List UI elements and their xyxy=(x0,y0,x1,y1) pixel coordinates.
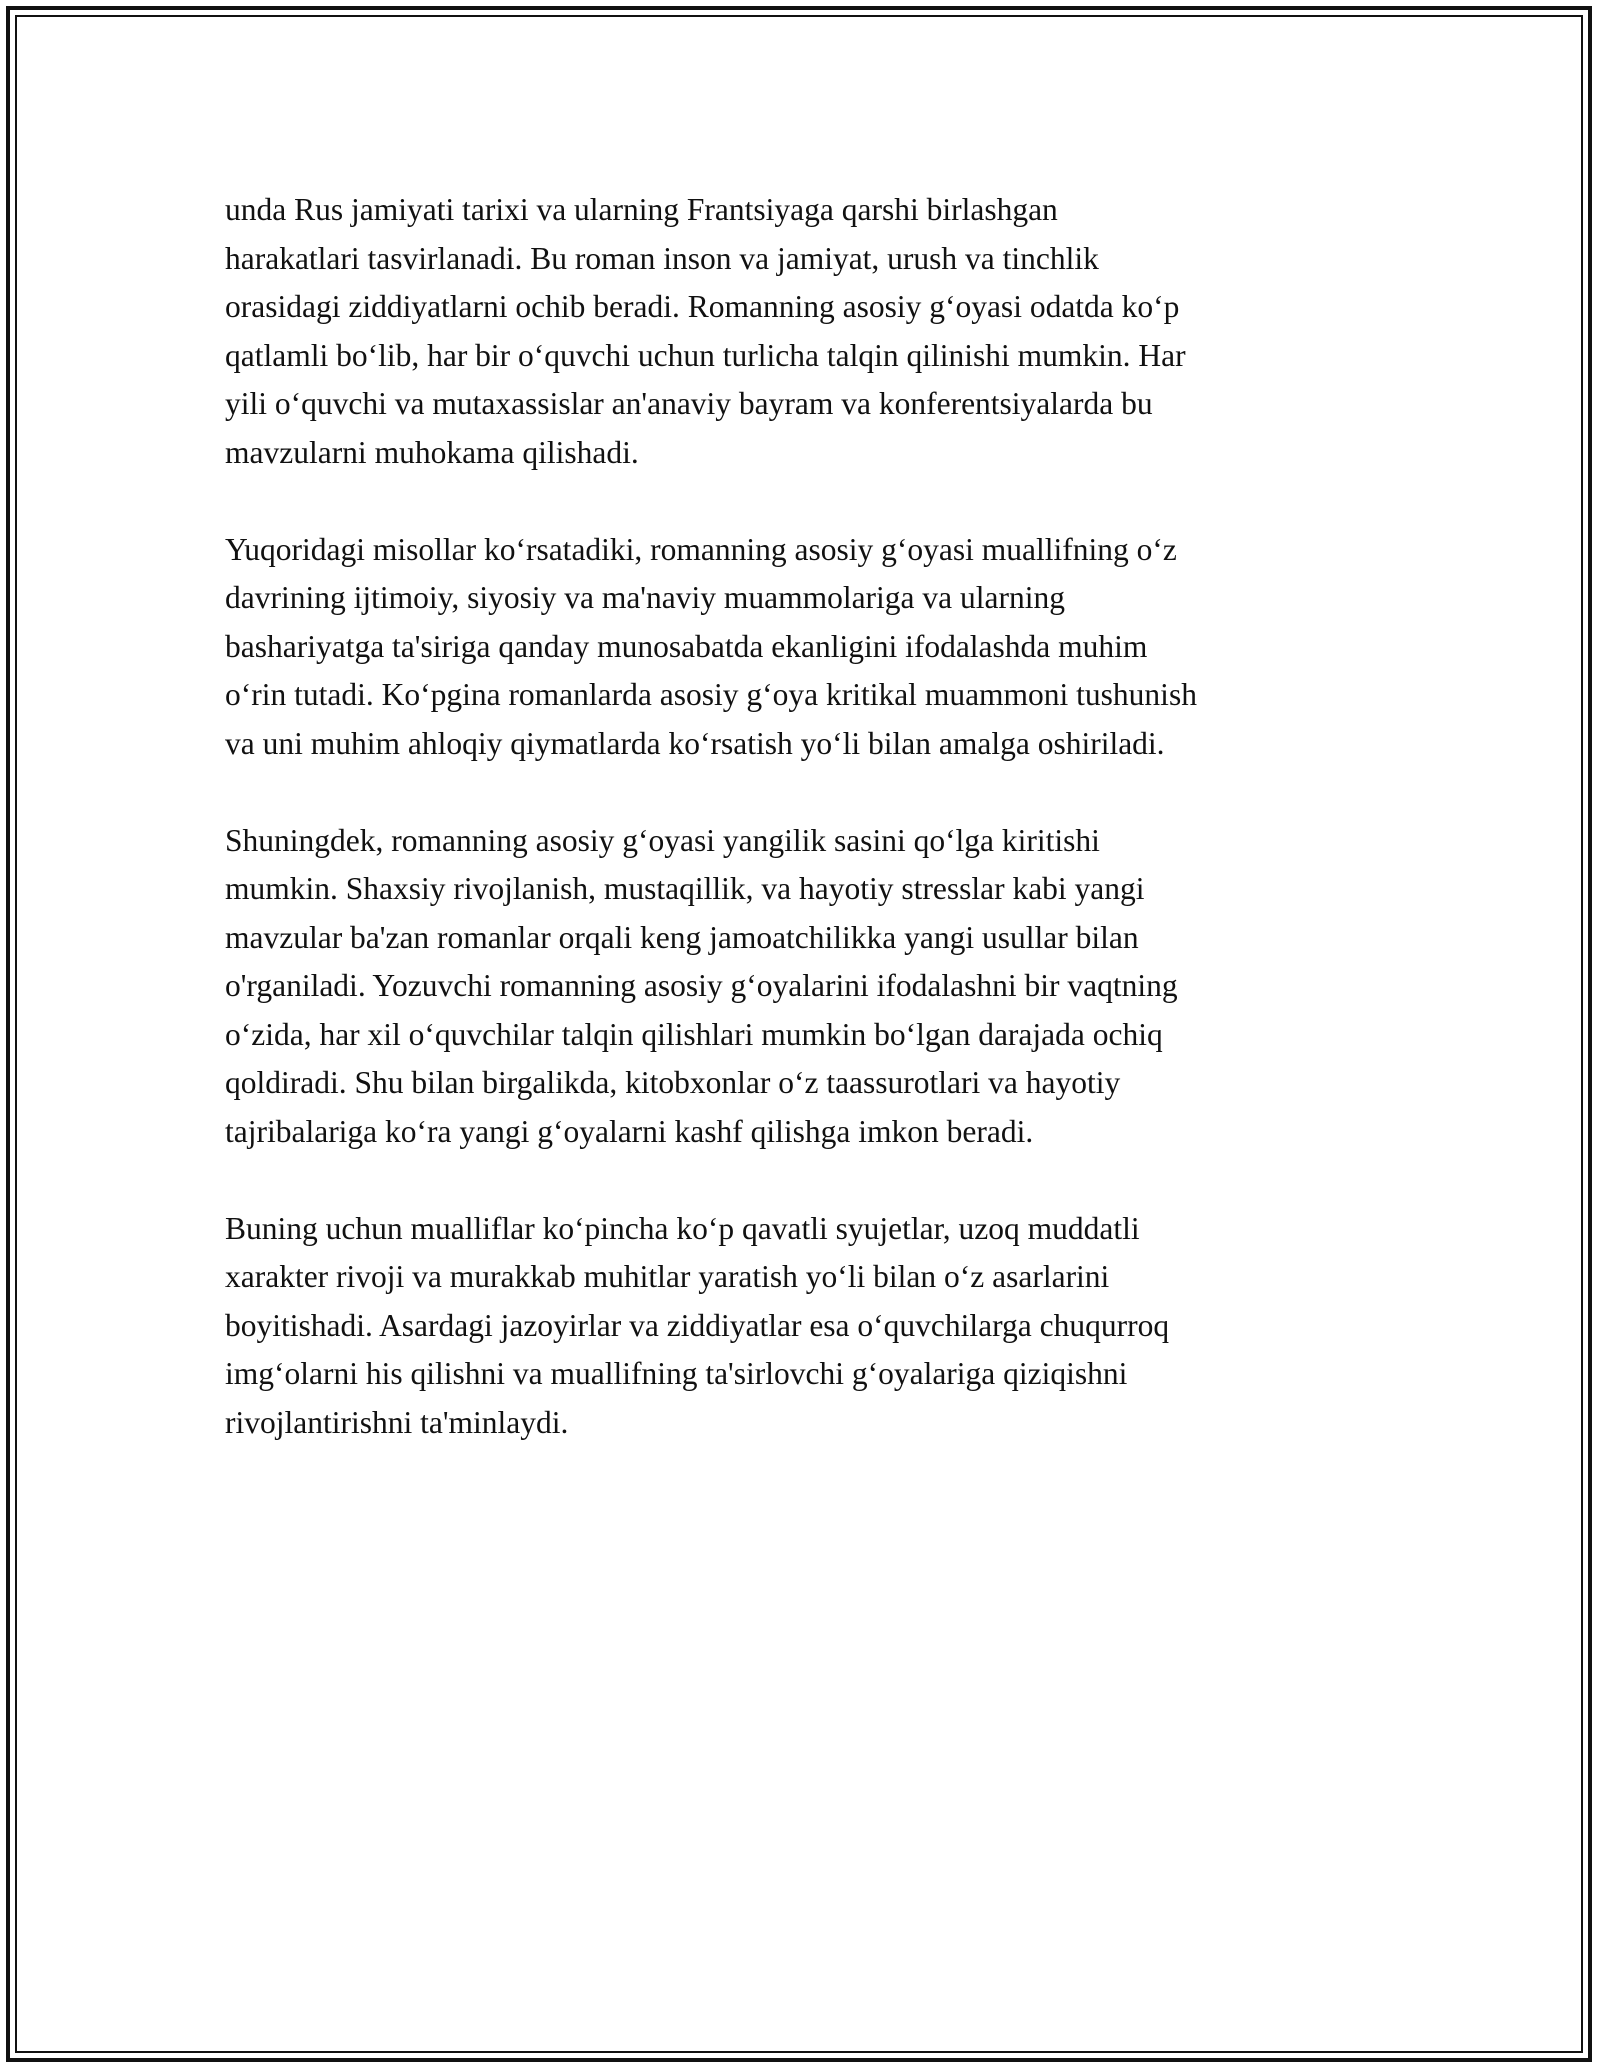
text-line: o'rganiladi. Yozuvchi romanning asosiy g‘oyalarini ifodalashni bir vaqtning xyxy=(225,968,1178,1003)
text-line: harakatlari tasvirlanadi. Bu roman inson va jamiyat, urush va tinchlik xyxy=(225,240,1099,276)
text-line: rivojlantirishni ta'minlaydi. xyxy=(225,1404,569,1440)
text-line: qoldiradi. Shu bilan birgalikda, kitobxonlar o‘z taassurotlari va hayotiy xyxy=(225,1065,1121,1100)
text-line: unda Rus jamiyati tarixi va ularning Frantsiyaga qarshi birlashgan xyxy=(225,192,1058,227)
text-line: img‘olarni his qilishni va muallifning ta'sirlovchi g‘oyalariga qiziqishni xyxy=(225,1356,1128,1391)
text-line: yili o‘quvchi va mutaxassislar an'anaviy bayram va konferentsiyalarda bu xyxy=(225,386,1153,421)
text-line: Buning uchun mualliflar ko‘pincha ko‘p qavatli syujetlar, uzoq muddatli xyxy=(225,1210,1140,1246)
text-line: o‘zida, har xil o‘quvchilar talqin qilishlari mumkin bo‘lgan darajada ochiq xyxy=(225,1016,1163,1052)
paragraph-3 xyxy=(225,817,1375,1157)
document-body xyxy=(225,186,1375,1496)
text-line: boyitishadi. Asardagi jazoyirlar va ziddiyatlar esa o‘quvchilarga chuqurroq xyxy=(225,1307,1170,1343)
text-line: Yuqoridagi misollar ko‘rsatadiki, romanning asosiy g‘oyasi muallifning o‘z xyxy=(225,531,1177,567)
text-line: orasidagi ziddiyatlarni ochib beradi. Romanning asosiy g‘oyasi odatda ko‘p xyxy=(225,289,1180,324)
text-line: va uni muhim ahloqiy qiymatlarda ko‘rsatish yo‘li bilan amalga oshiriladi. xyxy=(225,725,1165,761)
text-line: bashariyatga ta'siriga qanday munosabatda ekanligini ifodalashda muhim xyxy=(225,628,1148,664)
text-line: xarakter rivoji va murakkab muhitlar yaratish yo‘li bilan o‘z asarlarini xyxy=(225,1259,1110,1294)
text-line: mumkin. Shaxsiy rivojlanish, mustaqillik, va hayotiy stresslar kabi yangi xyxy=(225,871,1145,906)
paragraph-1 xyxy=(225,186,1375,477)
text-line: Shuningdek, romanning asosiy g‘oyasi yangilik sasini qo‘lga kiritishi xyxy=(225,822,1100,858)
text-line: qatlamli bo‘lib, har bir o‘quvchi uchun turlicha talqin qilinishi mumkin. Har xyxy=(225,337,1186,373)
text-line: mavzular ba'zan romanlar orqali keng jamoatchilikka yangi usullar bilan xyxy=(225,919,1139,955)
text-line: mavzularni muhokama qilishadi. xyxy=(225,434,639,470)
text-line: davrining ijtimoiy, siyosiy va ma'naviy muammolariga va ularning xyxy=(225,580,1065,615)
paragraph-4 xyxy=(225,1205,1375,1448)
text-line: tajribalariga ko‘ra yangi g‘oyalarni kashf qilishga imkon beradi. xyxy=(225,1113,1034,1149)
paragraph-2 xyxy=(225,526,1375,769)
text-line: o‘rin tutadi. Ko‘pgina romanlarda asosiy g‘oya kritikal muammoni tushunish xyxy=(225,677,1197,712)
